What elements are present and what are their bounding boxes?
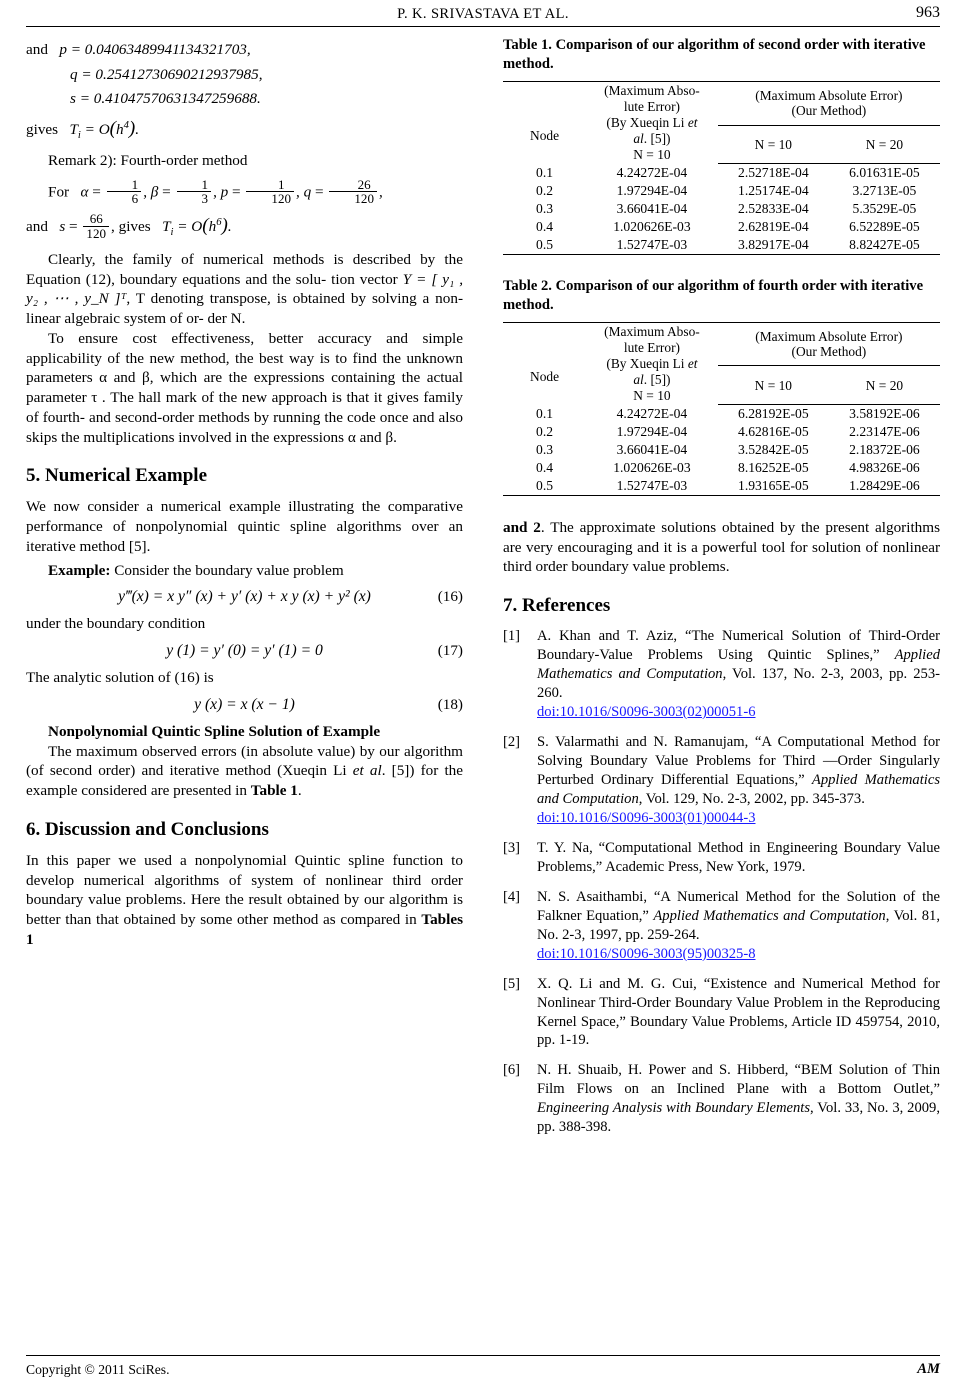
para4-part-b: . [5]) for the example considered are presented in: [26, 762, 464, 800]
left-column: [26, 36, 463, 950]
cell-ref-error: 1.52747E-03: [586, 477, 718, 496]
cell-our-n20: 2.23147E-06: [849, 423, 920, 439]
t2-c2-l4: al. [5]): [633, 371, 671, 387]
reference-text-part: , Vol. 81, No. 2-3, 1997, pp. 259-264.: [537, 907, 940, 943]
section-heading-discussion: 6. Discussion and Conclusions: [26, 818, 269, 840]
t1-c2-l3: (By Xueqin Li et: [606, 114, 698, 130]
cell-our-n10: 3.82917E-04: [718, 236, 829, 255]
table-2-subheader-n10: N = 10: [718, 366, 829, 404]
table-row: [503, 459, 940, 477]
solution-vector-math: Y = [ y₁ , y₂ , ⋯ , y_N ]ᵀ: [26, 270, 464, 308]
and-label: and: [26, 41, 48, 58]
equation-16-body: y‴(x) = x y″ (x) + y′ (x) + x y (x) + y² (x): [118, 588, 371, 606]
cell-ref-error: 4.24272E-04: [616, 164, 688, 180]
paragraph-numerical-example-intro: We now consider a numerical example illustrating the comparative performance of nonpolynomial quintic spline algorithms over an iterative method [5].: [26, 498, 463, 555]
page-number: 963: [916, 4, 940, 21]
table-2: [503, 322, 940, 496]
paragraph-max-errors: [26, 742, 463, 801]
example-statement: [26, 561, 463, 581]
equation-17: [26, 642, 463, 660]
equation-18-body: y (x) = x (x − 1): [194, 695, 295, 713]
table-row: [503, 218, 940, 236]
gives-expression: $T_i = O(h^4)$.: [69, 117, 140, 141]
reference-body: [537, 627, 940, 722]
paragraph-family-methods: [26, 250, 463, 329]
reference-body: [537, 1061, 940, 1137]
reference-number: [1]: [503, 628, 521, 645]
cell-ref-error: 4.24272E-04: [616, 405, 688, 421]
remark-parameters-line: For α = $\frac{1}{6}$ , β = $\frac{1}{3}$ , p = $\frac{1}{120}$ , q = $\frac{26}{120}$ ,: [48, 176, 383, 207]
cell-node: 0.4: [536, 218, 554, 234]
cell-ref-error: 1.52747E-03: [586, 236, 718, 255]
reference-number: [5]: [503, 975, 521, 992]
reference-text-part: N. H. Shuaib, H. Power and S. Hibberd, “BEM Solution of Thin Film Flows on an Inclined Plane with a Bottom Outlet,”: [537, 1062, 940, 1098]
reference-text-part: N. S. Asaithambi, “A Numerical Method for the Solution of the Falkner Equation,”: [537, 888, 940, 924]
cell-node: 0.3: [536, 441, 554, 457]
t2-group-line2: (Our Method): [791, 344, 867, 360]
alpha-symbol: α: [80, 183, 89, 201]
equation-18-number: (18): [437, 695, 463, 713]
paragraph-cost-effectiveness: To ensure cost effectiveness, better accuracy and simple applicability of the new method, the best way is to find the unknown parameters α and β, which are the expressions containing the actual parameter τ . The hall mark of the new approach is that it gives family of fourth- and second-order methods by running the code once and also skips the multiplications involved in the expressions α and β.: [26, 329, 463, 446]
list-item: [503, 839, 940, 877]
beta-fraction: $\frac{1}{3}$: [177, 178, 212, 206]
running-head-text: P. K. SRIVASTAVA ET AL.: [397, 6, 569, 22]
cell-our-n10: 1.25174E-04: [738, 182, 809, 198]
para4-part-a: The maximum observed errors (in absolute value) by our algorithm (of second order) and iterative method (Xueqin Li: [26, 742, 463, 780]
table-row: [503, 182, 940, 200]
header-rule: [26, 26, 940, 27]
para4-table-ref: Table 1: [250, 782, 298, 800]
cell-node: 0.2: [536, 423, 554, 439]
p-symbol: p: [220, 183, 229, 201]
table-2-header-row-1: [503, 323, 940, 366]
t1-c2-l5: N = 10: [633, 146, 671, 162]
reference-journal: Applied Mathematics and Computation: [537, 771, 940, 807]
para1-line-d: der N.: [207, 310, 246, 328]
reference-text-part: X. Q. Li and M. G. Cui, “Existence and Numerical Method for Nonlinear Third-Order Boundary Value Problem in the Reproducing Kernel Space,” Boundary Value Problems, Article ID 459754, 2010, pp. 1-19.: [537, 975, 940, 1049]
t2-group-line1: (Maximum Absolute Error): [755, 328, 903, 344]
analytic-solution-label: The analytic solution of (16) is: [26, 669, 214, 687]
cell-our-n20: 6.01631E-05: [849, 164, 920, 180]
doi-link[interactable]: doi:10.1016/S0096-3003(95)00325-8: [537, 945, 756, 962]
table-row: [503, 200, 940, 218]
reference-number: [2]: [503, 733, 521, 750]
gives-line-1: [26, 116, 463, 143]
equation-17-body: y (1) = y′ (0) = y′ (1) = 0: [166, 642, 323, 660]
reference-number: [3]: [503, 839, 521, 856]
param-line-q: [26, 65, 463, 86]
cell-node: 0.5: [503, 477, 586, 496]
table-1-node-label: Node: [530, 127, 560, 143]
reference-body: [537, 733, 940, 828]
cell-node: 0.2: [536, 182, 554, 198]
cell-our-n10: 1.93165E-05: [718, 477, 829, 496]
conclusion-text: . The approximate solutions obtained by the present algorithms are very encouraging and it is a powerful tool for solution of nonlinear third order boundary value problems.: [503, 518, 940, 576]
cell-ref-error: 1.020626E-03: [613, 459, 691, 475]
reference-list: [503, 627, 940, 1137]
param-line-s: [26, 89, 463, 110]
beta-symbol: β: [150, 183, 159, 201]
t1-c2-l4: al. [5]): [633, 130, 671, 146]
param-s-value: s = 0.41047570631347259688.: [70, 90, 261, 108]
cell-our-n20: 3.2713E-05: [852, 182, 917, 198]
para4-italic: et al: [352, 762, 382, 780]
and-label-2: and: [26, 218, 48, 236]
table-1: [503, 81, 940, 255]
cell-our-n20: 5.3529E-05: [852, 200, 917, 216]
t1-group-line1: (Maximum Absolute Error): [755, 87, 903, 103]
table-row: [503, 163, 940, 182]
s-fraction: $\frac{66}{120}$: [83, 212, 109, 240]
section-heading-numerical-example: 5. Numerical Example: [26, 465, 208, 487]
remark-result-line: and s = $\frac{66}{120}$ , gives $T_i = O(h^6)$.: [26, 211, 232, 242]
t2-c2-l5: N = 10: [633, 387, 671, 403]
cell-our-n20: 8.82427E-05: [829, 236, 940, 255]
cell-node: 0.4: [536, 459, 554, 475]
cell-our-n10: 3.52842E-05: [738, 441, 809, 457]
cell-node: 0.1: [536, 164, 554, 180]
running-head: [0, 6, 966, 23]
gives-label-2: , gives: [111, 218, 151, 236]
table-row: [503, 477, 940, 496]
paragraph-discussion: [26, 851, 463, 950]
footer-rule: [26, 1355, 940, 1356]
reference-text-part: S. Valarmathi and N. Ramanujam, “A Computational Method for Solving Boundary Value Problems for Third —Order Singularly Perturbed Ordinary Differential Equations,”: [537, 733, 940, 788]
equation-17-number: (17): [437, 642, 463, 660]
alpha-fraction: $\frac{1}{6}$: [107, 178, 142, 206]
t1-c2-l2: lute Error): [623, 99, 680, 115]
cell-our-n10: 8.16252E-05: [738, 459, 809, 475]
cell-ref-error: 1.97294E-04: [616, 423, 688, 439]
table-row: [503, 404, 940, 423]
cell-our-n20: 1.28429E-06: [829, 477, 940, 496]
cell-our-n20: 2.18372E-06: [849, 441, 920, 457]
para1-line-a: Clearly, the family of numerical methods is described by the Equation (12), boundary equations and the solu-: [26, 250, 463, 288]
q-symbol: q: [303, 183, 312, 201]
boundary-condition-label: under the boundary condition: [26, 615, 206, 633]
table-2-header-group: [718, 323, 940, 366]
table-1-header-row-1: [503, 82, 940, 125]
reference-text-part: , Vol. 129, No. 2-3, 2002, pp. 345-373.: [638, 790, 865, 807]
cell-node: 0.5: [503, 236, 586, 255]
reference-text-part: A. Khan and T. Aziz, “The Numerical Solution of Third-Order Boundary-Value Problems Using Quintic Splines,”: [537, 628, 940, 664]
truncation-error-6: $T_i = O(h^6)$.: [162, 215, 232, 239]
para1-line-b-post: , T denoting transpose, is: [126, 290, 287, 308]
cell-our-n10: 4.62816E-05: [738, 423, 809, 439]
reference-journal: Applied Mathematics and Computation: [653, 907, 886, 924]
cell-our-n20: 4.98326E-06: [849, 459, 920, 475]
reference-journal: Engineering Analysis with Boundary Elements: [537, 1100, 811, 1117]
footer-journal-abbr: AM: [917, 1361, 940, 1377]
reference-journal: Applied Mathematics and Computation: [537, 647, 940, 682]
table-2-block: [503, 277, 940, 496]
table-1-subheader-n10: N = 10: [718, 125, 829, 163]
subheading-spline-solution: [26, 722, 463, 742]
list-item: [503, 1061, 940, 1137]
t1-group-line2: (Our Method): [791, 103, 867, 119]
cell-our-n10: 2.52833E-04: [738, 200, 809, 216]
reference-body: [537, 839, 940, 877]
reference-text-part: T. Y. Na, “Computational Method in Engineering Boundary Value Problems,” Academic Press, New York, 1979.: [537, 839, 940, 875]
t1-c2-l1: (Maximum Abso-: [604, 83, 700, 99]
q-fraction: $\frac{26}{120}$: [329, 178, 377, 206]
table-2-node-label: Node: [530, 368, 560, 384]
s-symbol: s: [59, 218, 66, 236]
table-2-caption: Table 2. Comparison of our algorithm of fourth order with iterative method.: [503, 277, 924, 313]
table-1-caption: Table 1. Comparison of our algorithm of second order with iterative method.: [503, 37, 926, 72]
reference-body: [537, 975, 940, 1051]
param-p-value: p = 0.04063489941134321703,: [59, 41, 251, 58]
cell-node: 0.1: [536, 405, 554, 421]
cell-ref-error: 3.66041E-04: [616, 441, 688, 457]
cell-our-n10: 2.52718E-04: [738, 164, 809, 180]
list-item: [503, 733, 940, 828]
table-1-block: [503, 36, 940, 255]
footer-copyright: Copyright © 2011 SciRes.: [26, 1362, 170, 1377]
reference-number: [4]: [503, 888, 521, 905]
equation-18: [26, 696, 463, 714]
cell-our-n10: 6.28192E-05: [738, 405, 809, 421]
paragraph-conclusion-continued: [503, 518, 940, 577]
reference-text-part: , Vol. 137, No. 2-3, 2003, pp. 253-260.: [537, 666, 940, 701]
p-fraction: $\frac{1}{120}$: [246, 178, 294, 206]
reference-text-part: , Vol. 33, No. 3, 2009, pp. 388-398.: [537, 1100, 940, 1136]
reference-body: [537, 888, 940, 964]
table-row: [503, 441, 940, 459]
table-row: [503, 236, 940, 255]
cell-our-n20: 6.52289E-05: [849, 218, 920, 234]
t2-c2-l1: (Maximum Abso-: [604, 324, 700, 340]
cell-ref-error: 3.66041E-04: [616, 200, 688, 216]
param-line-p: [26, 40, 463, 61]
para4-part-c: .: [297, 782, 302, 800]
param-q-value: q = 0.25412730690212937985,: [70, 65, 263, 83]
cell-our-n10: 2.62819E-04: [738, 218, 809, 234]
list-item: [503, 888, 940, 964]
table-1-header-col2: [586, 82, 718, 164]
reference-number: [6]: [503, 1062, 521, 1079]
cell-ref-error: 1.020626E-03: [613, 218, 691, 234]
table-row: [503, 423, 940, 441]
subheading-text: Nonpolynomial Quintic Spline Solution of Example: [48, 722, 381, 740]
right-column: [503, 36, 940, 1148]
doi-link[interactable]: doi:10.1016/S0096-3003(01)00044-3: [537, 809, 756, 826]
t2-c2-l2: lute Error): [623, 340, 680, 356]
remark-heading: Remark 2): Fourth-order method: [48, 151, 248, 169]
for-label: For: [48, 183, 70, 201]
list-item: [503, 627, 940, 722]
table-1-header-group: [718, 82, 940, 125]
cell-our-n20: 3.58192E-06: [849, 405, 920, 421]
table-1-subheader-n20: N = 20: [829, 125, 940, 163]
equation-16: [26, 588, 463, 606]
para5-table-ref: Tables 1: [26, 911, 463, 948]
para5-part-a: In this paper we used a nonpolynomial Quintic spline function to develop numerical algorithms of system of nonlinear third order boundary value problems. Here the result obtained by our algorithm is better than that obtained by some other method as compared in: [26, 851, 463, 929]
cell-ref-error: 1.97294E-04: [616, 182, 688, 198]
gives-label: gives: [26, 120, 59, 138]
example-text: Consider the boundary value problem: [110, 561, 344, 579]
table-2-header-node: [503, 323, 586, 405]
doi-link[interactable]: doi:10.1016/S0096-3003(02)00051-6: [537, 703, 756, 720]
para1-line-c: obtained by solving a non-linear algebraic system of or-: [26, 290, 464, 328]
section-heading-references: 7. References: [503, 595, 611, 617]
table-2-subheader-n20: N = 20: [829, 366, 940, 404]
para1-line-b-pre: tion vector: [331, 270, 398, 288]
table-2-header-col2: [586, 323, 718, 405]
cell-node: 0.3: [536, 200, 554, 216]
t2-c2-l3: (By Xueqin Li et: [606, 355, 698, 371]
list-item: [503, 975, 940, 1051]
table-1-header-node: [503, 82, 586, 164]
equation-16-number: (16): [437, 588, 463, 606]
conclusion-table-ref: and 2: [503, 518, 541, 536]
example-label: Example:: [48, 561, 111, 579]
